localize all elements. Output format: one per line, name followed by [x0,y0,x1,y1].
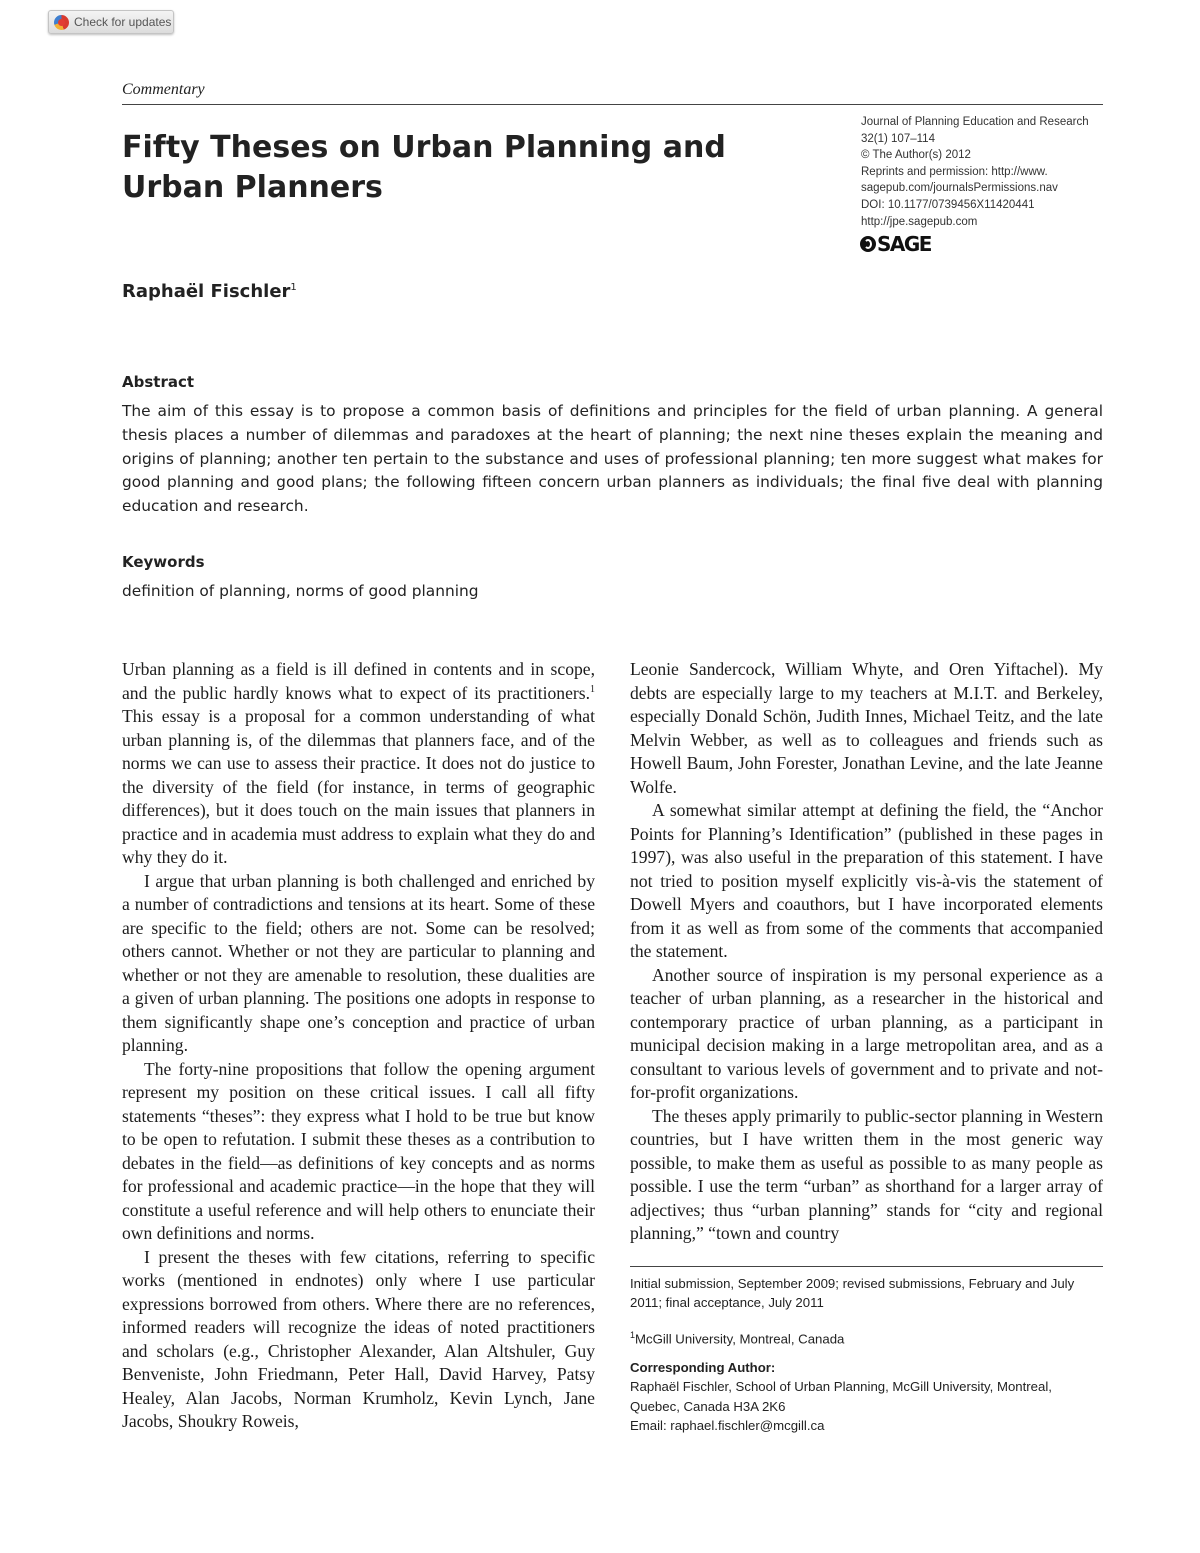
body-paragraph: A somewhat similar attempt at defining the field, the “Anchor Points for Planning’s Identification” (published in these pages in 1997), was also useful in the preparation of this statement. I have not tried to position myself explicitly vis-à-vis the statement of Dowell Myers and coauthors, but I have incorporated elements from it as well as from some of the comments that accompanied the statement. [630,800,1103,961]
abstract-text: The aim of this essay is to propose a common basis of definitions and principles for the field of urban planning. A general thesis places a number of dilemmas and paradoxes at the heart of planning; the next nine theses explain the meaning and origins of planning; another ten pertain to the substance and uses of professional planning; ten more suggest what makes for good planning and good plans; the following fifteen concern urban planners as individuals; the final five deal with planning education and research. [122,402,1103,516]
section-label: Commentary [122,81,205,98]
author-affil-mark: 1 [290,282,297,293]
journal-volume: 32(1) 107–114 [861,132,935,145]
check-for-updates-label: Check for updates [74,15,172,29]
journal-copyright: © The Author(s) 2012 [861,149,971,162]
affiliation-text: McGill University, Montreal, Canada [635,1331,845,1347]
sage-logo-text: SAGE [877,232,931,256]
journal-reprints-1: Reprints and permission: http://www. [861,165,1048,178]
footnote-separator [630,1266,1103,1267]
corresponding-author-email: Email: raphael.fischler@mcgill.ca [630,1417,825,1433]
crossmark-icon [54,15,69,30]
author-name-text: Raphaël Fischler [122,281,291,302]
body-paragraph: I present the theses with few citations, referring to specific works (mentioned in endnotes) only where I use particular expressions borrowed from others. Where there are no references, informed readers will recognize the ideas of noted practitioners and scholars (e.g., Christopher Alexander, Alan Altshuler, Guy Benveniste, John Friedmann, Peter Hall, David Harvey, Patsy Healey, Alan Jacobs, Norman Krumholz, Kevin Lynch, Jane Jacobs, Shoukry Roweis, [122,1246,595,1431]
sage-logo [860,232,931,256]
sage-logo-icon [860,236,876,252]
body-text: This essay is a proposal for a common understanding of what urban planning is, of the dilemmas that planners face, and of the norms we can use to assess their practice. It does not do justice to the diversity of the field (for instance, in terms of geographic differences), but it does touch on the main issues that planners in practice and in academia must address to explain what they do and why they do it. [122,706,595,867]
title-line-2: Urban Planners [122,170,383,205]
keywords-heading: Keywords [122,553,205,571]
journal-info [861,114,1111,230]
keywords-text: definition of planning, norms of good planning [122,582,479,600]
corresponding-author-heading: Corresponding Author: [630,1360,776,1375]
affil-mark: 1 [630,1330,636,1340]
journal-name: Journal of Planning Education and Research [861,116,1089,128]
corresponding-author-address: Raphaël Fischler, School of Urban Planning, McGill University, Montreal, Quebec, Canada H3A 2K6 [630,1379,1052,1414]
title-line-1: Fifty Theses on Urban Planning and [122,130,726,165]
endnote-mark: 1 [590,683,595,695]
body-paragraph: Leonie Sandercock, William Whyte, and Oren Yiftachel). My debts are especially large to my teachers at M.I.T. and Berkeley, especially Donald Schön, Judith Innes, Michael Teitz, and the late Melvin Webber, as well as to colleagues and friends such as Howell Baum, John Forester, Jonathan Levine, and the late Jeanne Wolfe. [630,659,1103,797]
submission-dates: Initial submission, September 2009; revised submissions, February and July 2011; final acceptance, July 2011 [630,1276,1075,1311]
journal-reprints-2: sagepub.com/journalsPermissions.nav [861,182,1058,195]
header-rule [122,104,1103,105]
body-paragraph: The theses apply primarily to public-sector planning in Western countries, but I have written them in the most generic way possible, to make them as useful as possible to as many people as possible. I use the term “urban” as shorthand for a larger array of adjectives; thus “urban planning” stands for “city and regional planning,” “town and country [630,1105,1103,1243]
footnote-correspondence [630,1358,1103,1435]
author-name [122,281,297,302]
body-paragraph: I argue that urban planning is both challenged and enriched by a number of contradictions and tensions at its heart. Some of these are specific to the field; others are not. Some can be resolved; others cannot. Whether or not they are particular to planning and whether or not they are amenable to resolution, these dualities are a given of urban planning. The positions one adopts in response to them significantly shape one’s conception and practice of urban planning. [122,870,595,1055]
footnote-affiliation [630,1326,1103,1349]
footnote-submission [630,1274,1103,1313]
body-column-right [630,658,1103,1246]
check-for-updates-button[interactable] [48,10,174,34]
body-paragraph: Another source of inspiration is my personal experience as a teacher of urban planning, as a researcher in the historical and contemporary practice of urban planning, as a participant in municipal decision making in a large metropolitan area, and as a consultant to various levels of government and to private and not-for-profit organizations. [630,964,1103,1102]
body-paragraph: The forty-nine propositions that follow the opening argument represent my position on these critical issues. I call all fifty statements “theses”: they express what I hold to be true but know to be open to refutation. I submit these theses as a contribution to debates in the field—as definitions of key concepts and as norms for professional and academic practice—in the hope that they will constitute a useful reference and will help others to enunciate their own definitions and norms. [122,1058,595,1243]
body-text: Urban planning as a field is ill defined in contents and in scope, and the public hardly knows what to expect of its practitioners. [122,659,595,703]
body-paragraph [122,658,595,870]
article-title [122,128,762,208]
abstract-heading: Abstract [122,373,195,391]
journal-doi: DOI: 10.1177/0739456X11420441 [861,198,1035,211]
body-column-left [122,658,595,1434]
journal-url: http://jpe.sagepub.com [861,215,978,228]
